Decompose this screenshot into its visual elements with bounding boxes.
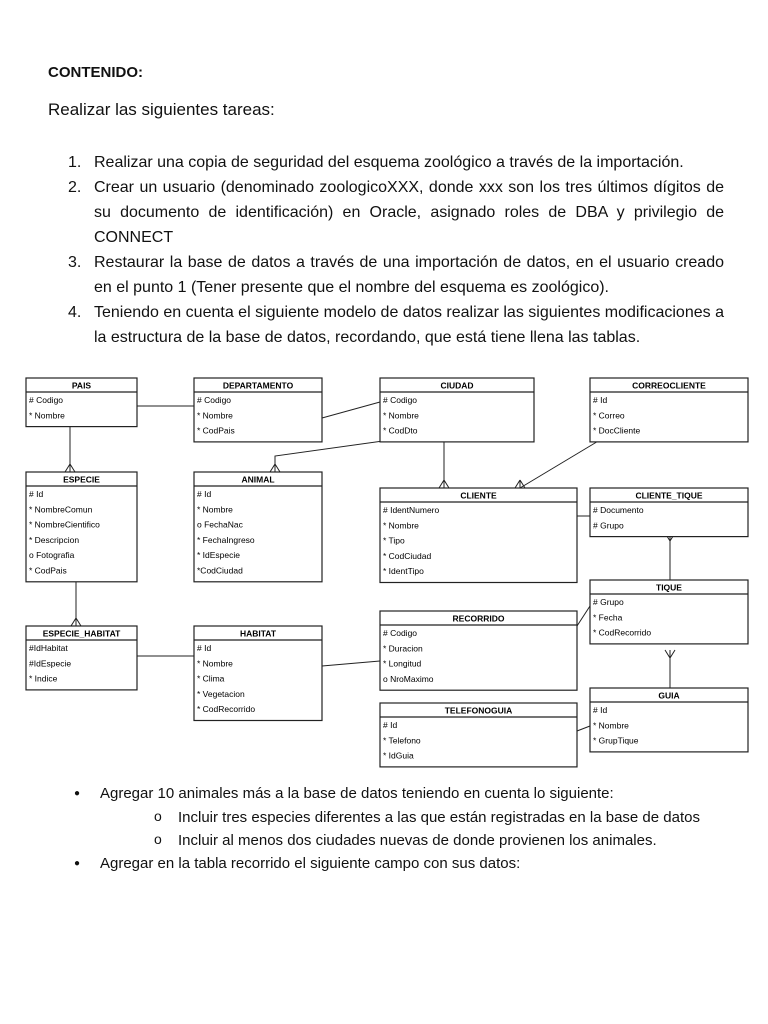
table-field: * IdentTipo: [383, 566, 424, 577]
table-habitat: [194, 626, 322, 721]
table-title: HABITAT: [239, 628, 277, 639]
er-diagram: [0, 356, 768, 770]
table-title: CLIENTE: [460, 490, 497, 501]
bullet-list: [74, 782, 734, 876]
table-animal: [194, 472, 322, 582]
table-field: # Documento: [593, 505, 644, 515]
table-field: * Nombre: [197, 410, 233, 421]
task-number: 3.: [68, 254, 82, 271]
table-title: PAIS: [71, 380, 92, 391]
table-field: * Nombre: [383, 410, 419, 421]
table-field: # IdentNumero: [383, 505, 440, 515]
table-field: # Id: [197, 643, 212, 653]
table-field: # Codigo: [29, 395, 64, 405]
table-tique: [590, 580, 748, 644]
table-field: * GrupTique: [593, 735, 639, 746]
table-field: * Telefono: [383, 735, 421, 746]
table-cliente: [380, 488, 577, 583]
table-field: # Codigo: [383, 628, 418, 638]
sub-item: o Incluir al menos dos ciudades nuevas de donde provienen los animales.: [154, 829, 734, 852]
table-field: # Id: [593, 705, 608, 715]
table-field: #IdEspecie: [29, 658, 72, 669]
task-text: Teniendo en cuenta el siguiente modelo de datos realizar las siguientes modificaciones a la estructura de la base de datos, recordando, que está tiene llena las tablas.: [94, 304, 724, 346]
intro-text: Realizar las siguientes tareas:: [48, 100, 275, 119]
task-number: 1.: [68, 154, 82, 171]
table-field: # Codigo: [383, 395, 418, 405]
table-telefonoguia: [380, 703, 577, 767]
table-field: # Id: [593, 395, 608, 405]
table-field: * CodDto: [383, 425, 418, 436]
table-field: # Id: [197, 489, 212, 499]
table-field: # Grupo: [593, 520, 624, 531]
table-field: # Codigo: [197, 395, 232, 405]
table-title: ESPECIE_HABITAT: [42, 628, 121, 639]
table-field: * CodRecorrido: [593, 627, 652, 638]
bullet-text: Agregar en la tabla recorrido el siguiente campo con sus datos:: [100, 855, 521, 872]
table-field: *CodCiudad: [197, 565, 243, 576]
table-field: * Correo: [593, 410, 625, 421]
table-title: TELEFONOGUIA: [444, 705, 513, 716]
table-title: DEPARTAMENTO: [222, 380, 294, 391]
bullet-item: [74, 782, 734, 852]
sub-list: [100, 806, 734, 852]
table-field: * FechaIngreso: [197, 534, 255, 545]
table-title: CORREOCLIENTE: [632, 380, 706, 391]
task-text: Realizar una copia de seguridad del esquema zoológico a través de la importación.: [94, 154, 684, 171]
table-title: CIUDAD: [440, 380, 474, 391]
table-correocliente: [590, 378, 748, 442]
table-title: TIQUE: [656, 582, 682, 593]
table-field: * Nombre: [593, 720, 629, 731]
table-field: * CodCiudad: [383, 550, 432, 561]
table-departamento: [194, 378, 322, 442]
task-text: Restaurar la base de datos a través de una importación de datos, en el usuario creado en el punto 1 (Tener presente que el nombre del esquema es zoológico).: [94, 254, 724, 296]
table-field: # Id: [383, 720, 398, 730]
table-field: o Fotografia: [29, 550, 75, 561]
table-field: * Nombre: [197, 504, 233, 515]
table-title: ESPECIE: [63, 474, 100, 485]
heading: CONTENIDO:: [48, 64, 143, 81]
task-number: 4.: [68, 304, 82, 321]
table-field: o NroMaximo: [383, 673, 434, 684]
table-cliente_tique: [590, 488, 748, 537]
bullet-text: Agregar 10 animales más a la base de datos teniendo en cuenta lo siguiente:: [100, 785, 614, 802]
table-pais: [26, 378, 137, 427]
table-field: * Fecha: [593, 612, 623, 623]
task-item: [68, 175, 724, 250]
table-especie: [26, 472, 137, 582]
table-ciudad: [380, 378, 534, 442]
table-field: * Nombre: [29, 410, 65, 421]
table-field: * CodPais: [197, 425, 235, 436]
table-field: * Nombre: [197, 658, 233, 669]
table-field: #IdHabitat: [29, 643, 68, 653]
table-recorrido: [380, 611, 577, 690]
table-field: * Duracion: [383, 643, 423, 654]
table-field: * Descripcion: [29, 534, 80, 545]
table-field: * IdGuia: [383, 750, 414, 761]
table-title: ANIMAL: [241, 474, 275, 485]
task-item: [68, 150, 724, 175]
table-field: # Id: [29, 489, 44, 499]
sub-item: o Incluir tres especies diferentes a las que están registradas en la base de datos: [154, 806, 734, 829]
table-field: * Tipo: [383, 535, 405, 546]
table-title: RECORRIDO: [452, 613, 505, 624]
table-especie_habitat: [26, 626, 137, 690]
task-item: [68, 250, 724, 300]
task-item: [68, 300, 724, 350]
table-field: # Grupo: [593, 597, 624, 607]
table-field: * DocCliente: [593, 425, 641, 436]
task-text: Crear un usuario (denominado zoologicoXXX, donde xxx son los tres últimos dígitos de su documento de identificación) en Oracle, asignado roles de DBA y privilegio de CONNECT: [94, 179, 724, 246]
bullet-item: [74, 852, 734, 876]
table-field: * NombreComun: [29, 504, 93, 515]
table-title: GUIA: [658, 690, 680, 701]
table-field: * Clima: [197, 673, 225, 684]
table-field: * Longitud: [383, 658, 422, 669]
table-field: * Indice: [29, 673, 58, 684]
table-title: CLIENTE_TIQUE: [635, 490, 703, 501]
task-number: 2.: [68, 179, 82, 196]
table-field: * Vegetacion: [197, 688, 245, 699]
table-field: * Nombre: [383, 520, 419, 531]
table-field: * CodRecorrido: [197, 704, 256, 715]
task-list: [68, 150, 724, 350]
table-field: * IdEspecie: [197, 550, 240, 561]
table-field: * CodPais: [29, 565, 67, 576]
table-field: * NombreCientifico: [29, 519, 100, 530]
table-guia: [590, 688, 748, 752]
table-field: o FechaNac: [197, 519, 243, 530]
